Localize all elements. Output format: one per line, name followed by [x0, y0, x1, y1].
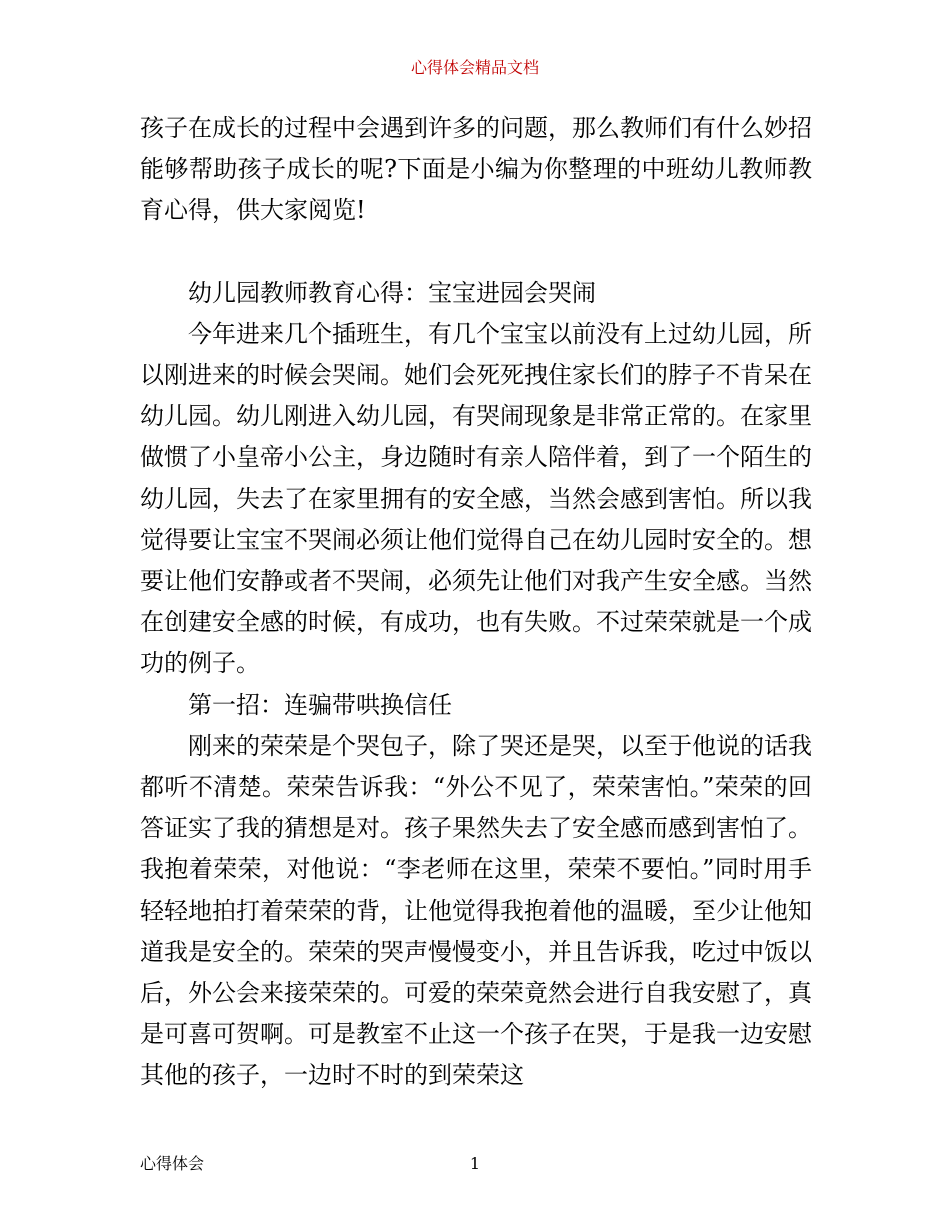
- intro-paragraph: 孩子在成长的过程中会遇到许多的问题，那么教师们有什么妙招能够帮助孩子成长的呢?下面是小编为你整理的中班幼儿教师教育心得，供大家阅览!: [140, 114, 812, 225]
- body-paragraph-1: 今年进来几个插班生，有几个宝宝以前没有上过幼儿园，所以刚进来的时候会哭闹。她们会死死拽住家长们的脖子不肯呆在幼儿园。幼儿刚进入幼儿园，有哭闹现象是非常正常的。在家里做惯了小皇帝小公主，身边随时有亲人陪伴着，到了一个陌生的幼儿园，失去了在家里拥有的安全感，当然会感到害怕。所以我觉得要让宝宝不哭闹必须让他们觉得自己在幼儿园时安全的。想要让他们安静或者不哭闹，必须先让他们对我产生安全感。当然在创建安全感的时候，有成功，也有失败。不过荣荣就是一个成功的例子。: [140, 319, 812, 678]
- document-body: [140, 108, 812, 1097]
- section-title: 幼儿园教师教育心得：宝宝进园会哭闹: [188, 278, 596, 307]
- page-header: 心得体会精品文档: [410, 58, 539, 77]
- body-paragraph-2: 刚来的荣荣是个哭包子，除了哭还是哭，以至于他说的话我都听不清楚。荣荣告诉我：“外公不见了，荣荣害怕。”荣荣的回答证实了我的猜想是对。孩子果然失去了安全感而感到害怕了。我抱着荣荣，对他说：“李老师在这里，荣荣不要怕。”同时用手轻轻地拍打着荣荣的背，让他觉得我抱着他的温暖，至少让他知道我是安全的。荣荣的哭声慢慢变小，并且告诉我，吃过中饭以后，外公会来接荣荣的。可爱的荣荣竟然会进行自我安慰了，真是可喜可贺啊。可是教室不止这一个孩子在哭，于是我一边安慰其他的孩子，一边时不时的到荣荣这: [140, 731, 812, 1090]
- page-number: 1: [469, 1154, 481, 1173]
- paragraph-gap: [140, 232, 812, 273]
- footer-label: 心得体会: [140, 1154, 205, 1173]
- subheading-1: 第一招：连骗带哄换信任: [188, 690, 452, 719]
